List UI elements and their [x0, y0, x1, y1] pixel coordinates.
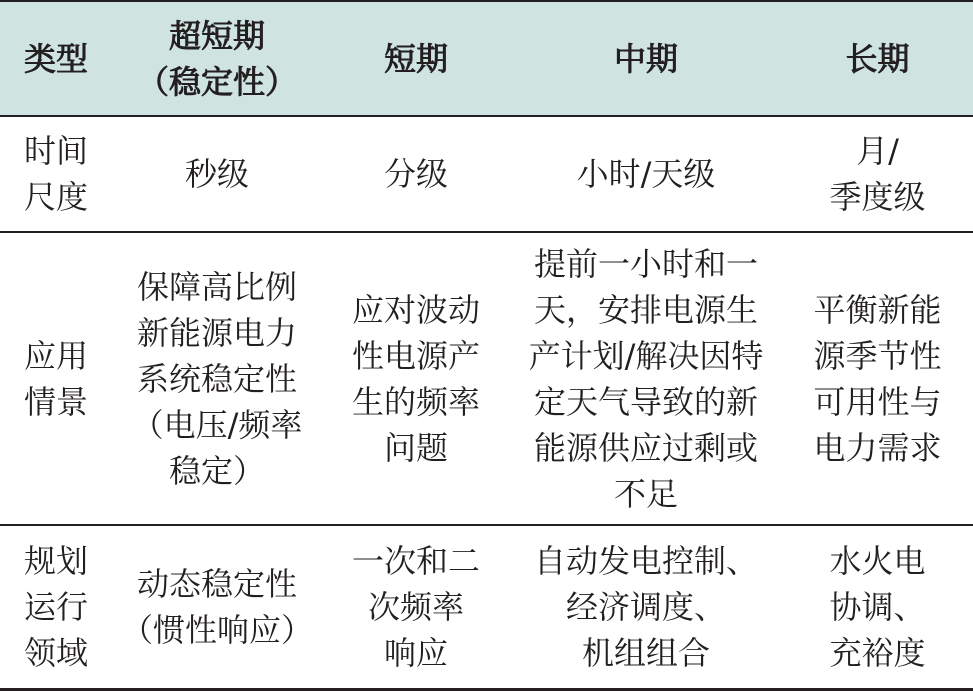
table-cell: 分级 — [383, 155, 448, 193]
table-cell: 秒级 — [184, 155, 249, 193]
row-label-cell: 规划 运行 领域 — [23, 542, 88, 672]
table-cell: 动态稳定性 （惯性响应） — [120, 565, 313, 649]
header-cell-medium: 中期 — [613, 39, 678, 78]
table-cell: 一次和二 次频率 响应 — [351, 542, 480, 672]
table-cell: 保障高比例 新能源电力 系统稳定性 （电压/频率 稳定） — [131, 267, 303, 490]
header-cell-long: 长期 — [845, 39, 910, 78]
bottom-rule — [0, 688, 973, 691]
table-cell: 月/ 季度级 — [829, 132, 926, 216]
header-cell-type: 类型 — [23, 39, 88, 78]
row-label-cell: 应用 情景 — [23, 336, 88, 421]
table-cell: 小时/天级 — [576, 155, 716, 193]
table-cell: 平衡新能 源季节性 可用性与 电力需求 — [813, 290, 942, 467]
table-cell: 水火电 协调、 充裕度 — [829, 542, 926, 672]
header-cell-ultra-short: 超短期 （稳定性） — [136, 16, 297, 101]
header-row — [0, 2, 973, 115]
row-label-cell: 时间 尺度 — [23, 132, 88, 216]
table-row — [0, 526, 973, 688]
header-cell-short: 短期 — [383, 39, 448, 78]
table-row — [0, 117, 973, 231]
table-cell: 提前一小时和一 天，安排电源生 产计划/解决因特 定天气导致的新 能源供应过剩或 不足 — [528, 244, 764, 513]
table-row — [0, 233, 973, 524]
table-cell: 应对波动 性电源产 生的频率 问题 — [351, 290, 480, 467]
table-cell: 自动发电控制、 经济调度、 机组组合 — [533, 542, 758, 672]
